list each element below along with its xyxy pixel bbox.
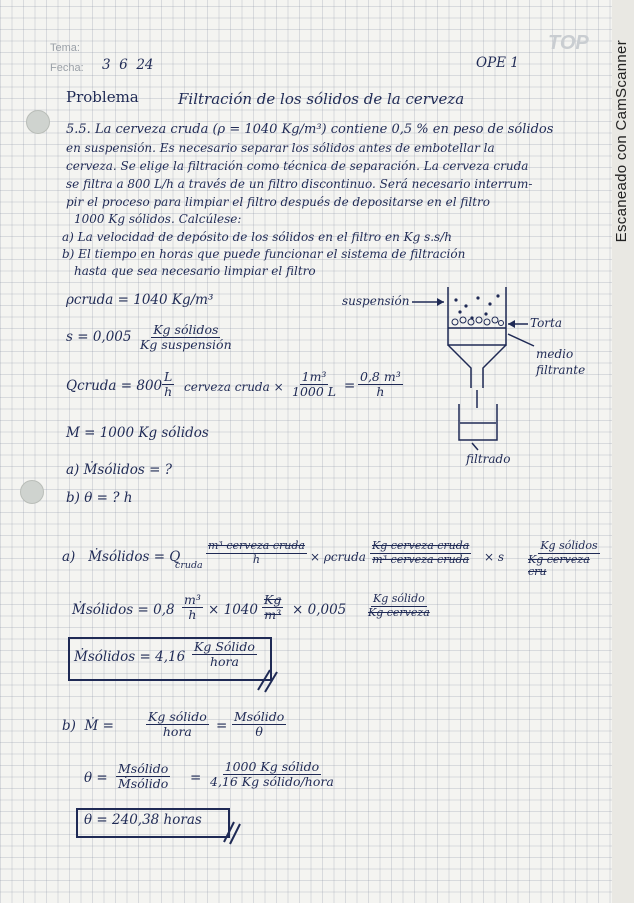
part-b-fraction-1-num: Kg sólido (148, 709, 207, 724)
page-reference: OPE 1 (476, 55, 519, 71)
statement-line-1: 5.5. La cerveza cruda (ρ = 1040 Kg/m³) contiene 0,5 % en peso de sólidos (66, 122, 554, 137)
flow-mid-text: cerveza cruda × (184, 380, 284, 394)
part-a-result-den: hora (209, 654, 239, 670)
diagram-label-filtrado: filtrado (466, 452, 511, 466)
part-a-line2-times: × 1040 (208, 602, 258, 618)
part-b-fraction-2-num: Msólido (234, 709, 285, 724)
theta-fraction-2-num: 1000 Kg sólido (224, 759, 320, 774)
theta-lhs: θ = (84, 770, 108, 786)
part-a-line2-lhs: Ṁsólidos = 0,8 (72, 602, 175, 618)
part-b-fraction-1-den: hora (162, 724, 192, 740)
statement-line-4: se filtra a 800 L/h a través de un filtro discontinuo. Será necesario interrum- (66, 177, 533, 191)
flow-equals: = (344, 378, 356, 394)
diagram-label-suspension: suspensión (342, 294, 410, 308)
statement-line-9: hasta que sea necesario limpiar el filtro (74, 264, 316, 278)
flow-lhs: Qcruda = 800 (66, 378, 163, 394)
mass-total: M = 1000 Kg sólidos (66, 425, 209, 441)
part-a-line2-times-2: × 0,005 (292, 602, 347, 618)
topic-heading: Filtración de los sólidos de la cerveza (178, 90, 465, 108)
part-a-times-rho: × ρcruda (310, 550, 366, 564)
top-logo: TOP (548, 32, 589, 54)
theta-fraction-2-den: 4,16 Kg sólido/hora (210, 774, 334, 790)
theta-fraction-1-num: Msólido (118, 761, 169, 776)
part-a-line2-fraction-2-den: m³ (264, 607, 282, 623)
statement-line-3: cerveza. Se elige la filtración como técnica de separación. La cerveza cruda (66, 159, 529, 173)
part-a-fraction-2-den: m³ cerveza cruda (372, 552, 470, 566)
s-fraction-lhs: s = 0,005 (66, 329, 132, 345)
part-a-fraction-1-num: m³ cerveza cruda (208, 539, 305, 552)
s-fraction-num: Kg sólidos (153, 322, 219, 337)
statement-line-7: a) La velocidad de depósito de los sólidos en el filtro en Kg s.s/h (62, 230, 452, 244)
part-a-line2-fraction-1-den: h (188, 607, 197, 623)
problema-heading: Problema (66, 88, 139, 106)
flow-fraction-1-den: h (164, 384, 173, 400)
flow-fraction-3-den: h (376, 384, 385, 400)
part-a-fraction-1-den: h (252, 552, 261, 566)
part-a-line2-fraction-2-num: Kg (264, 592, 282, 607)
part-b-result: θ = 240,38 horas (84, 812, 202, 828)
camscanner-watermark: Escaneado con CamScanner (613, 40, 630, 243)
part-a-line2-fraction-1-num: m³ (184, 592, 201, 607)
statement-line-5: pir el proceso para limpiar el filtro después de depositarse en el filtro (66, 195, 491, 209)
part-a-line2-fraction-3-num: Kg sólido (373, 592, 425, 605)
theta-equals: = (190, 770, 202, 786)
part-a-fraction-3-den: Kg cerveza cru (528, 552, 590, 579)
question-b: b) θ = ? h (66, 490, 133, 506)
flow-fraction-1-num: L (164, 369, 173, 384)
tema-label: Tema: (50, 42, 80, 54)
flow-fraction-2-num: 1m³ (301, 369, 327, 384)
s-fraction-den: Kg suspensión (140, 337, 232, 353)
diagram-label-medio: medio (536, 347, 574, 361)
part-a-fraction-2-num: Kg cerveza cruda (372, 539, 470, 552)
flow-fraction-2-den: 1000 L (292, 384, 337, 400)
statement-line-8: b) El tiempo en horas que puede funcionar el sistema de filtración (62, 247, 466, 261)
fecha-label: Fecha: (50, 62, 84, 74)
statement-line-2: en suspensión. Es necesario separar los sólidos antes de embotellar la (66, 141, 495, 155)
part-a-result-lhs: Ṁsólidos = 4,16 (74, 649, 186, 665)
fecha-value: 3 6 24 (102, 57, 154, 73)
part-b-fraction-2-den: θ (255, 724, 263, 740)
diagram-label-torta: Torta (530, 316, 563, 330)
theta-fraction-1-den: Ṁsólido (118, 776, 169, 792)
part-a-lhs: a) Ṁsólidos = Q (62, 549, 181, 565)
part-a-line2-fraction-3-den: Kg cerveza (368, 605, 430, 619)
flow-fraction-3-num: 0,8 m³ (360, 369, 401, 384)
part-b-lhs: b) Ṁ = (62, 718, 114, 734)
question-a: a) Ṁsólidos = ? (66, 462, 172, 478)
part-a-times-s: × s (484, 550, 505, 564)
density-value: ρcruda = 1040 Kg/m³ (66, 292, 214, 308)
part-a-fraction-3-num: Kg sólidos (540, 539, 598, 552)
diagram-label-filtrante: filtrante (536, 363, 586, 377)
part-b-equals: = (216, 718, 228, 734)
part-a-result-num: Kg Sólido (194, 639, 255, 654)
part-a-subscript: cruda (175, 560, 203, 571)
statement-line-6: 1000 Kg sólidos. Calcúlese: (74, 212, 242, 226)
